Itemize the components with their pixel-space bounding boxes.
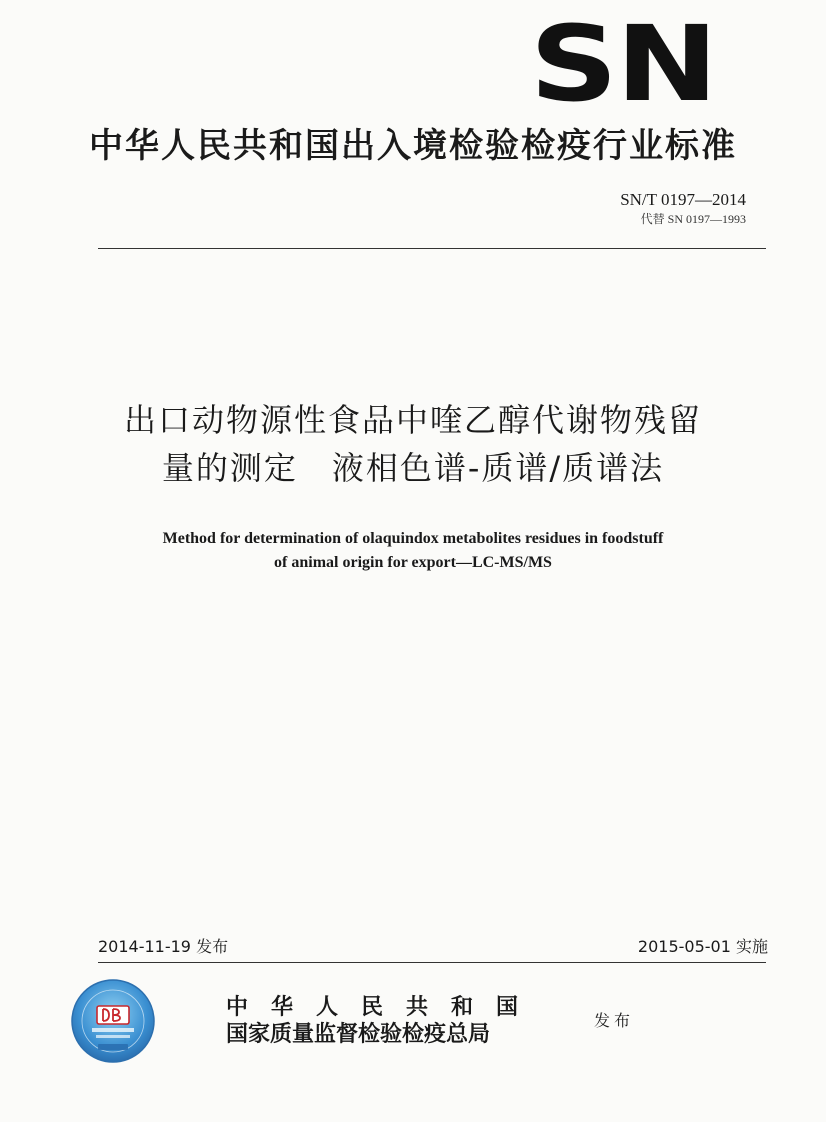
replaces-standard: 代替 SN 0197—1993 <box>640 212 746 226</box>
title-english-line-2: of animal origin for export—LC-MS/MS <box>274 554 552 571</box>
title-chinese <box>60 396 766 492</box>
bottom-divider <box>98 962 766 963</box>
title-english <box>60 527 766 575</box>
publish-label: 发布 <box>594 1011 635 1030</box>
title-chinese-line-1: 出口动物源性食品中喹乙醇代谢物残留 <box>123 401 702 439</box>
standard-category-title: 中华人民共和国出入境检验检疫行业标准 <box>89 126 737 166</box>
anti-counterfeit-seal-icon <box>70 978 156 1064</box>
top-divider <box>98 248 766 249</box>
issue-date: 2014-11-19 发布 <box>98 937 229 956</box>
issuer-line-2: 国家质量监督检验检疫总局 <box>226 1021 491 1047</box>
sn-logo: SN <box>529 3 716 125</box>
issuer-line-1: 中华人民共和国 <box>226 994 542 1020</box>
title-english-line-1: Method for determination of olaquindox metabolites residues in foodstuff <box>162 530 664 547</box>
implementation-date: 2015-05-01 实施 <box>637 937 768 956</box>
standard-number: SN/T 0197—2014 <box>620 190 746 209</box>
issuing-authority <box>226 994 541 1048</box>
title-chinese-line-2: 量的测定 液相色谱-质谱/质谱法 <box>161 449 665 487</box>
